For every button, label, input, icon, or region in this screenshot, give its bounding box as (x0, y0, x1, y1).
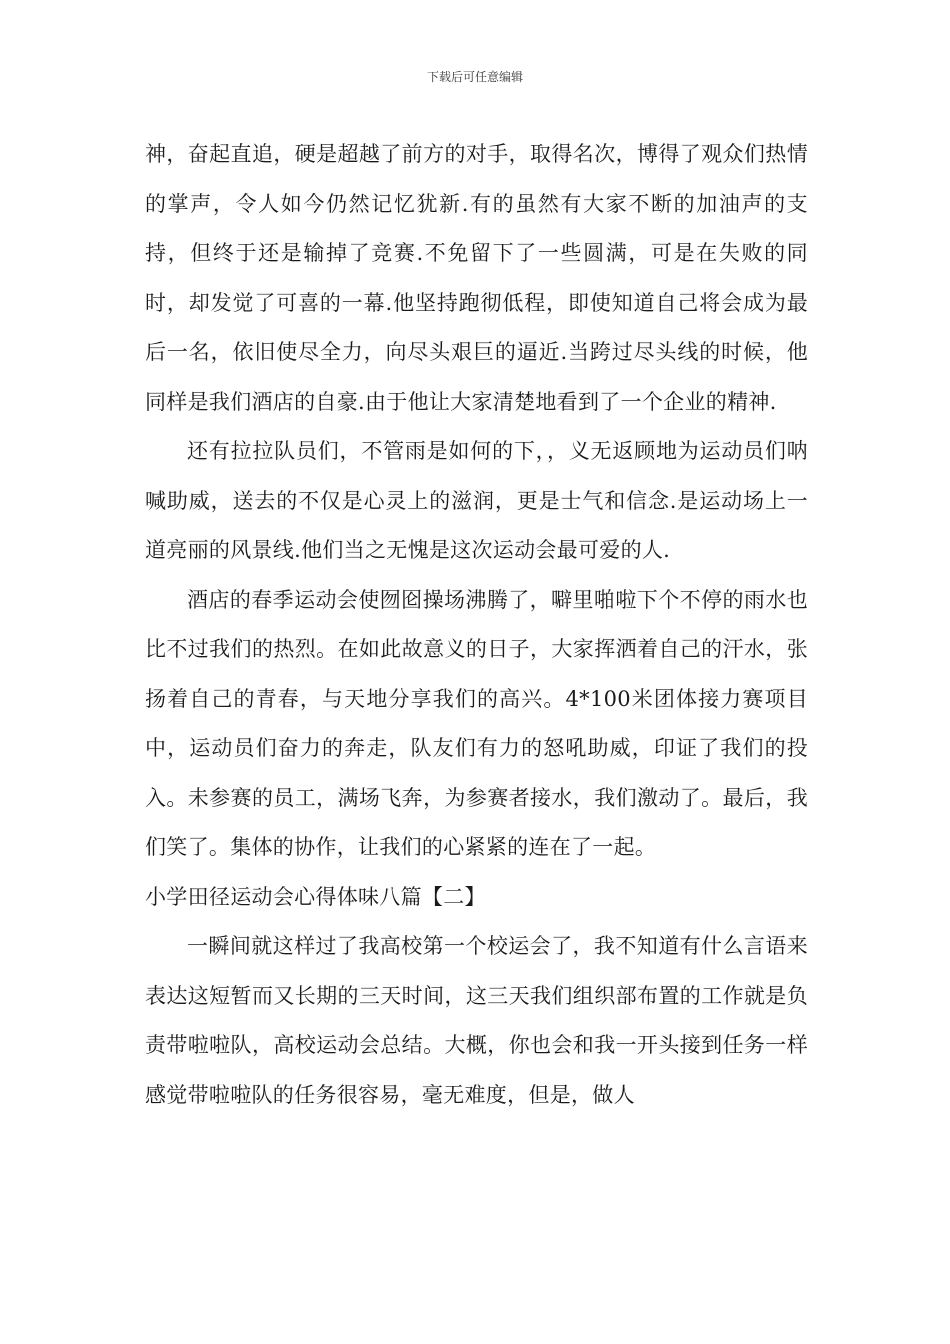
section-heading: 小学田径运动会心得体味八篇【二】 (145, 884, 486, 909)
paragraph-continuation: 神，奋起直追，硬是超越了前方的对手，取得名次，博得了观众们热情的掌声，令人如今仍然记忆犹新.有的虽然有大家不断的加油声的支持，但终于还是输掉了竞赛.不免留下了一些圆满，可是在失败的同时，却发觉了可喜的一幕.他坚持跑彻低程，即使知道自己将会成为最后一名，依旧使尽全力，向尽头艰巨的逼近.当跨过尽头线的时候，他同样是我们酒店的自豪.由于他让大家清楚地看到了一个企业的精神. (145, 142, 808, 414)
page-header: 下载后可任意编辑 (426, 70, 523, 84)
paragraph-school-games: 一瞬间就这样过了我高校第一个校运会了，我不知道有什么言语来表达这短暂而又长期的三天时间，这三天我们组织部布置的工作就是负责带啦啦队，高校运动会总结。大概，你也会和我一开头接到任务一样感觉带啦啦队的任务很容易，毫无难度，但是，做人 (145, 934, 808, 1107)
document-body (145, 130, 808, 1120)
paragraph-cheerleaders: 还有拉拉队员们，不管雨是如何的下，，义无返顾地为运动员们呐喊助威，送去的不仅是心灵上的滋润，更是士气和信念.是运动场上一道亮丽的风景线.他们当之无愧是这次运动会最可爱的人. (145, 439, 808, 562)
paragraph-spring-games: 酒店的春季运动会使囫囵操场沸腾了，噼里啪啦下个不停的雨水也比不过我们的热烈。在如此故意义的日子，大家挥洒着自己的汗水，张扬着自己的青春，与天地分享我们的高兴。4*100米团体接力赛项目中，运动员们奋力的奔走，队友们有力的怒吼助威，印证了我们的投入。未参赛的员工，满场飞奔，为参赛者接水，我们激动了。最后，我们笑了。集体的协作，让我们的心紧紧的连在了一起。 (145, 587, 808, 859)
